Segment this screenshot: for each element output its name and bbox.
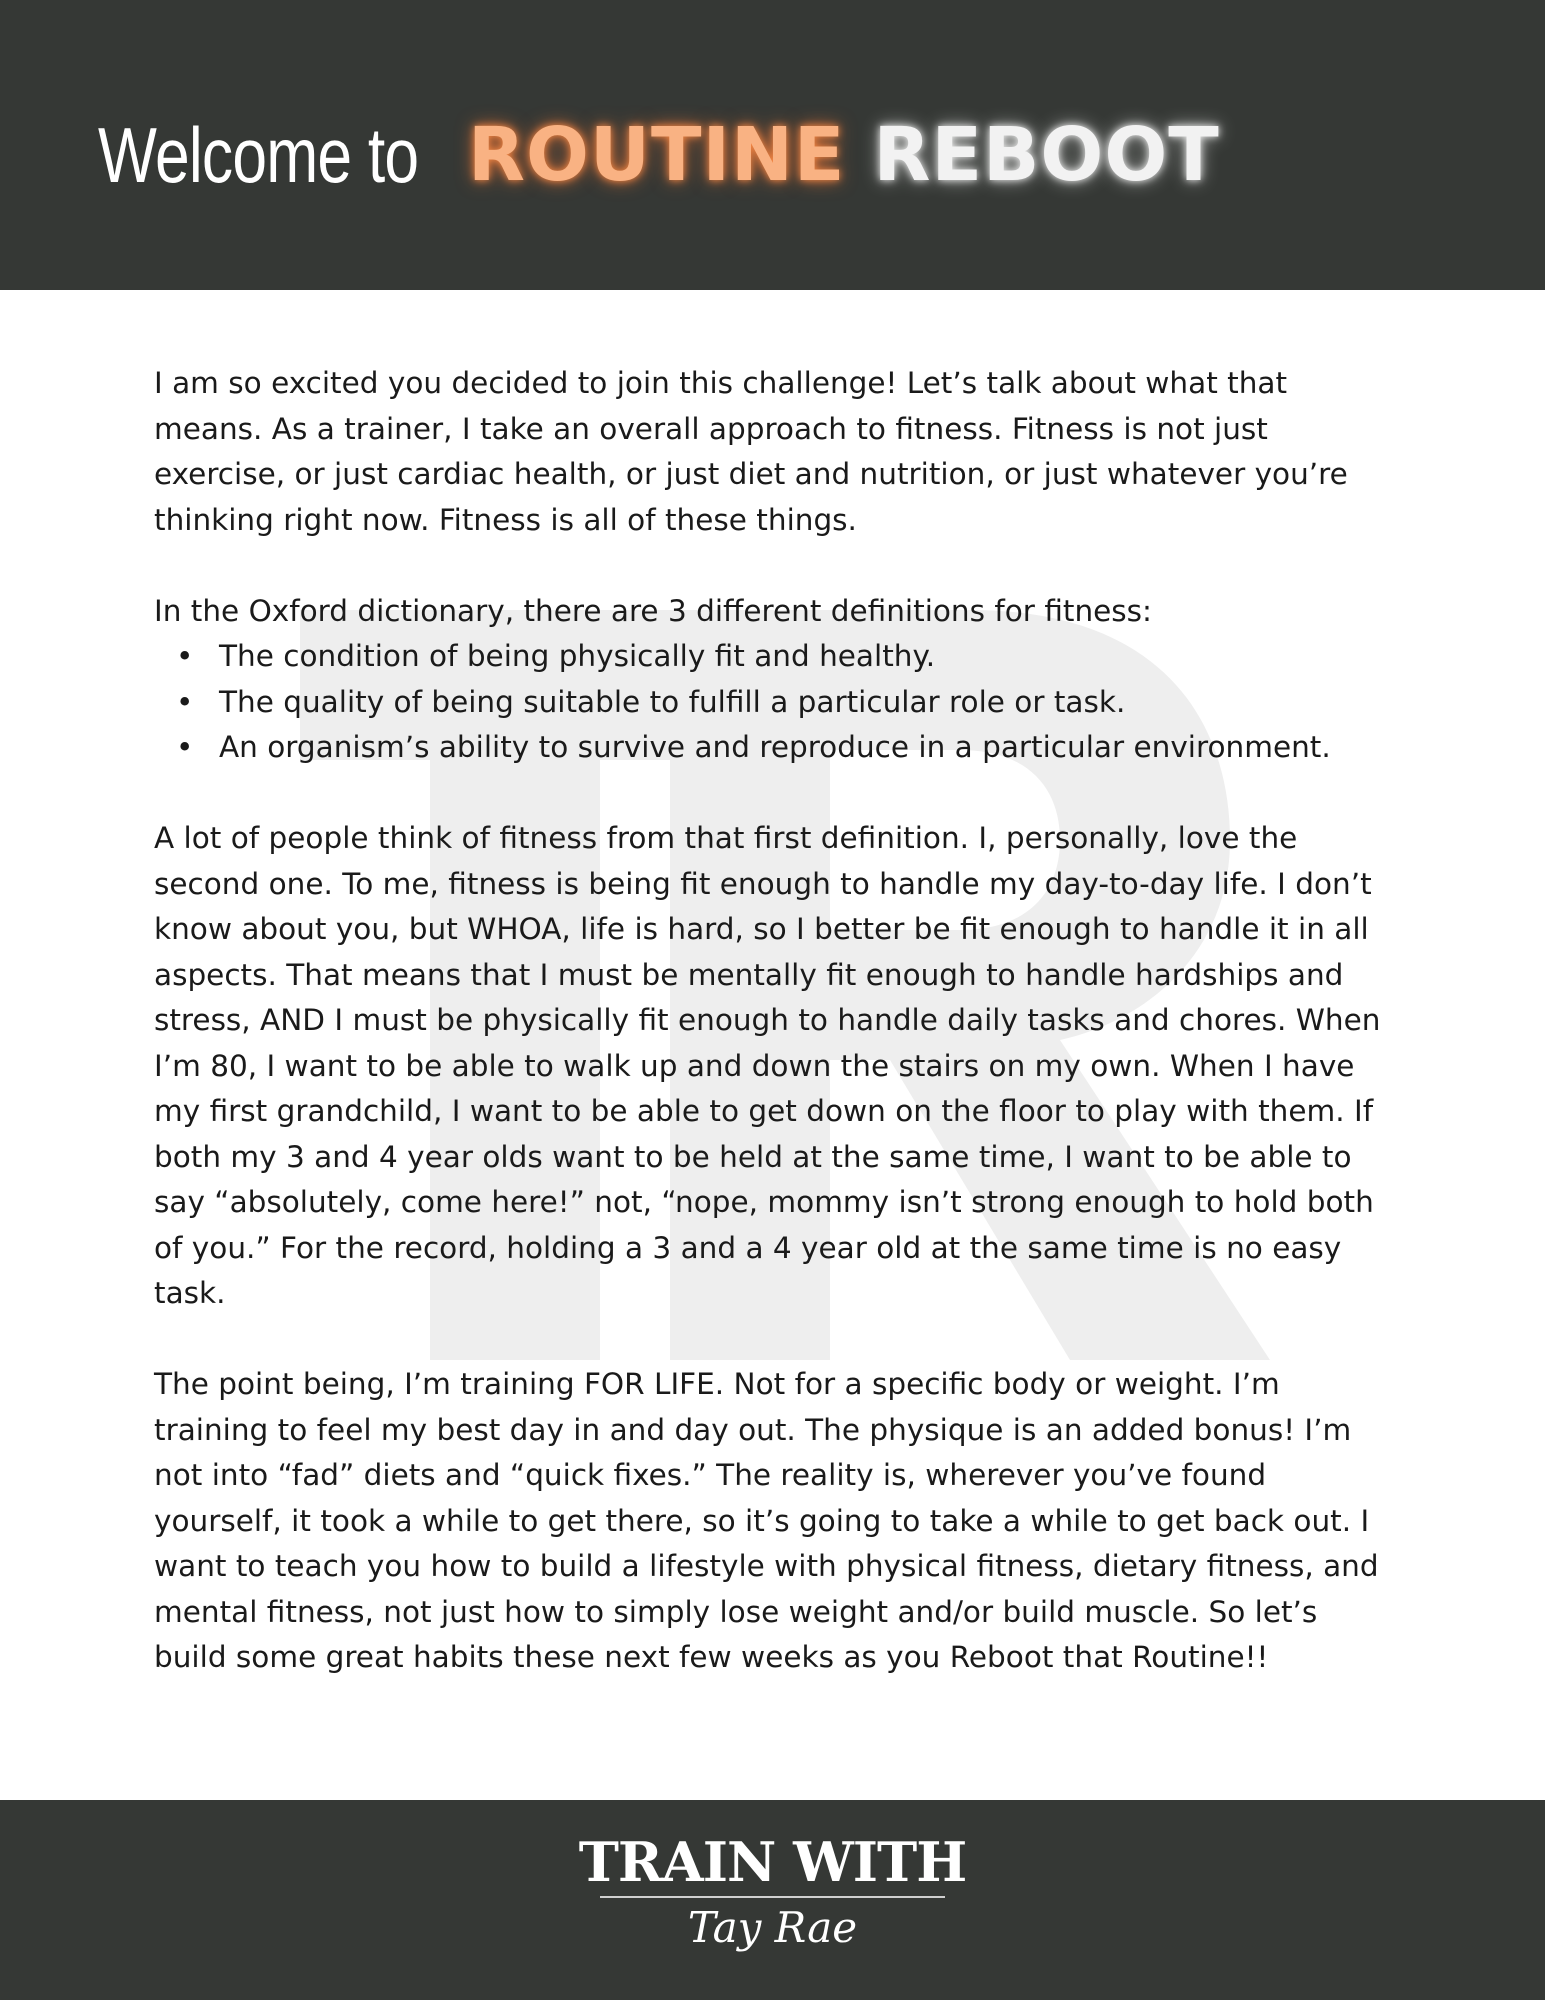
list-item: • An organism’s ability to survive and reproduce in a particular environment.	[154, 725, 1394, 771]
title-welcome: Welcome to	[98, 110, 419, 199]
definitions-intro: In the Oxford dictionary, there are 3 different definitions for fitness:	[154, 593, 1152, 628]
title-routine: ROUTINE	[468, 112, 846, 198]
definitions-list	[154, 634, 1394, 771]
header-band	[0, 0, 1545, 290]
paragraph-gap	[154, 1317, 1394, 1363]
brand-divider	[600, 1896, 945, 1898]
closing-paragraph: The point being, I’m training FOR LIFE. Not for a specific body or weight. I’m training to feel my best day in and day out. The physique is an added bonus! I’m not into “fad” diets and “quick fixes.” The reality is, wherever you’ve found yourself, it took a while to get there, so it’s going to take a while to get back out. I want to teach you how to build a lifestyle with physical fitness, dietary fitness, and mental fitness, not just how to simply lose weight and/or build muscle. So let’s build some great habits these next few weeks as you Reboot that Routine!!	[154, 1367, 1379, 1674]
list-item: • The quality of being suitable to fulfill a particular role or task.	[154, 680, 1394, 726]
intro-paragraph: I am so excited you decided to join this challenge! Let’s talk about what that means. As a trainer, I take an overall approach to fitness. Fitness is not just exercise, or just cardiac health, or just diet and nutrition, or just whatever you’re thinking right now. Fitness is all of these things.	[154, 366, 1348, 537]
paragraph-gap	[154, 771, 1394, 817]
brand-signature: Tay Rae	[687, 1903, 858, 1952]
title-reboot: REBOOT	[873, 112, 1220, 198]
body-text	[154, 361, 1394, 1681]
footer-band	[0, 1800, 1545, 2000]
list-item: • The condition of being physically fit and healthy.	[154, 634, 1394, 680]
paragraph-gap	[154, 543, 1394, 589]
brand-logo-text: TRAIN WITH	[578, 1830, 967, 1894]
page-title	[98, 100, 1220, 210]
personal-paragraph: A lot of people think of fitness from that first definition. I, personally, love the second one. To me, fitness is being fit enough to handle my day-to-day life. I don’t know about you, but WHOA, life is hard, so I better be fit enough to handle it in all aspects. That means that I must be mentally fit enough to handle hardships and stress, AND I must be physically fit enough to handle daily tasks and chores. When I’m 80, I want to be able to walk up and down the stairs on my own. When I have my first grandchild, I want to be able to get down on the floor to play with them. If both my 3 and 4 year olds want to be held at the same time, I want to be able to say “absolutely, come here!” not, “nope, mommy isn’t strong enough to hold both of you.” For the record, holding a 3 and a 4 year old at the same time is no easy task.	[154, 821, 1381, 1310]
